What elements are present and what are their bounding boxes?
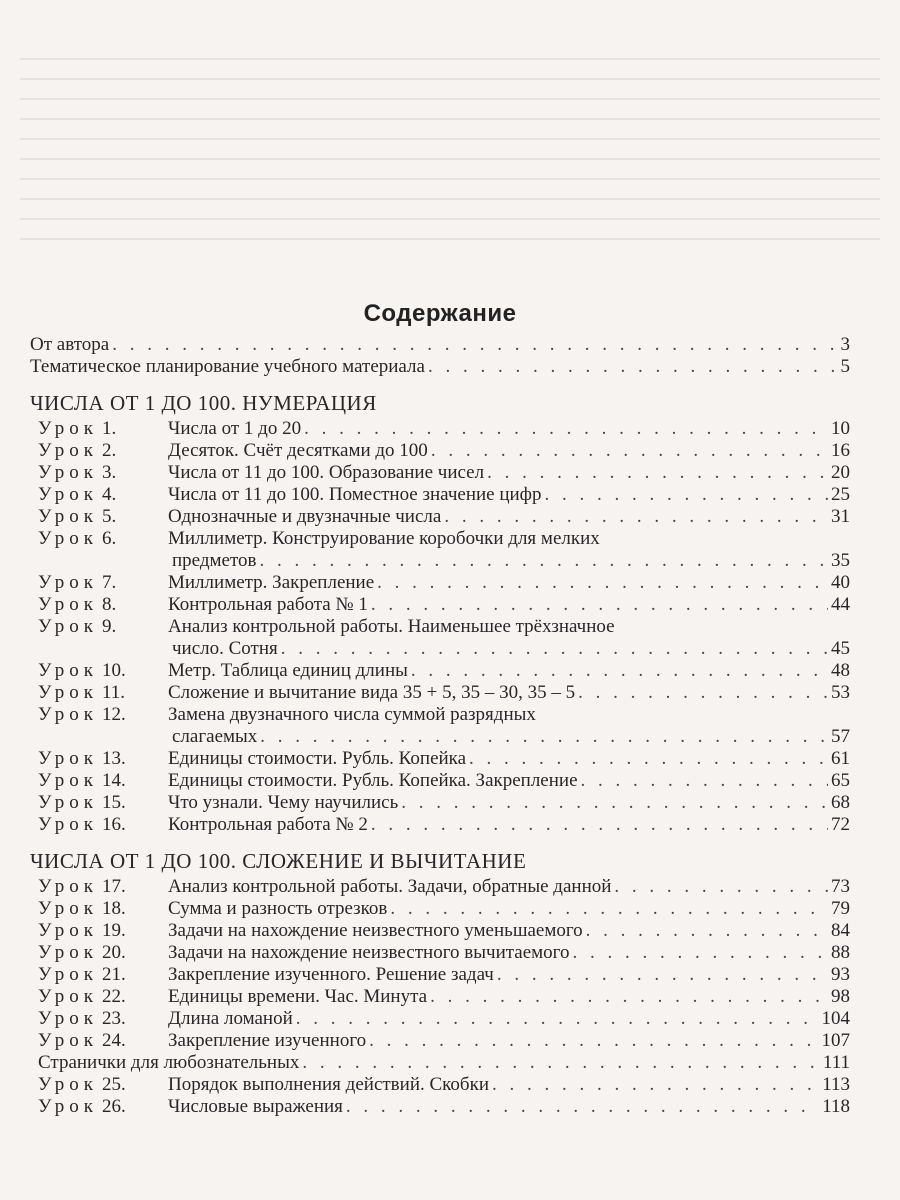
entry-title: Контрольная работа № 2 (168, 814, 368, 835)
entry-label (38, 704, 536, 726)
lesson-number: 4. (102, 484, 117, 505)
page-number: 88 (831, 942, 850, 963)
page-number: 113 (822, 1074, 850, 1095)
page-number: 65 (831, 770, 850, 791)
lesson-prefix (38, 704, 168, 726)
page-number: 3 (840, 334, 850, 355)
section-heading: ЧИСЛА ОТ 1 ДО 100. НУМЕРАЦИЯ (30, 391, 377, 415)
page-number: 68 (831, 792, 850, 813)
entry-label (38, 462, 484, 484)
toc-entry-continuation[interactable] (30, 550, 850, 572)
page-number: 104 (821, 1008, 850, 1029)
dot-leader (112, 334, 837, 356)
lesson-prefix (38, 770, 168, 792)
entry-title: Тематическое планирование учебного материала (30, 356, 425, 377)
toc-entry[interactable] (30, 484, 850, 506)
lesson-number: 6. (102, 528, 117, 549)
toc-entry[interactable] (30, 572, 850, 594)
lesson-prefix (38, 792, 168, 814)
toc-entry[interactable] (30, 440, 850, 462)
entry-title: Числа от 11 до 100. Образование чисел (168, 462, 485, 483)
lesson-prefix (38, 1030, 168, 1052)
lesson-word: Урок (38, 528, 99, 549)
page-number: 48 (831, 660, 850, 681)
entry-title: Единицы стоимости. Рубль. Копейка. Закрепление (168, 770, 578, 791)
toc-entry[interactable] (30, 898, 850, 920)
lesson-prefix (38, 616, 168, 638)
page-number: 98 (831, 986, 850, 1007)
lesson-word: Урок (38, 1096, 99, 1117)
lesson-word: Урок (38, 792, 99, 813)
entry-title-continuation: слагаемых (172, 726, 258, 747)
entry-title: Задачи на нахождение неизвестного уменьшаемого (168, 920, 583, 941)
lesson-prefix (38, 440, 168, 462)
dot-leader (369, 1030, 818, 1052)
dot-leader (346, 1096, 819, 1118)
entry-label (38, 440, 428, 462)
toc-entry[interactable] (30, 704, 850, 726)
toc-entry[interactable] (30, 986, 850, 1008)
entry-title: Длина ломаной (168, 1008, 293, 1029)
toc-entry[interactable] (30, 1074, 850, 1096)
page-number: 5 (840, 356, 850, 377)
toc-entry[interactable] (30, 792, 850, 814)
dot-leader (430, 986, 828, 1008)
lesson-number: 16. (102, 814, 126, 835)
lesson-prefix (38, 462, 168, 484)
page-number: 93 (831, 964, 850, 985)
lesson-number: 7. (102, 572, 117, 593)
entry-label (30, 334, 109, 356)
lesson-number: 11. (102, 682, 126, 703)
dot-leader (492, 1074, 819, 1096)
entry-label (38, 920, 583, 942)
lesson-word: Урок (38, 964, 99, 985)
page-number: 10 (831, 418, 850, 439)
lesson-word: Урок (38, 920, 99, 941)
lesson-prefix (38, 1008, 168, 1030)
dot-leader (581, 770, 828, 792)
lesson-number: 19. (102, 920, 126, 941)
lesson-word: Урок (38, 616, 99, 637)
entry-label (38, 594, 368, 616)
toc-entry[interactable] (30, 964, 850, 986)
lesson-word: Урок (38, 506, 99, 527)
dot-leader (487, 462, 828, 484)
toc-entry-continuation[interactable] (30, 638, 850, 660)
lesson-number: 1. (102, 418, 117, 439)
lesson-number: 5. (102, 506, 117, 527)
lesson-number: 18. (102, 898, 126, 919)
page-number: 73 (831, 876, 850, 897)
entry-title-continuation: число. Сотня (172, 638, 278, 659)
lesson-prefix (38, 964, 168, 986)
entry-label (38, 660, 408, 682)
page-number: 111 (822, 1052, 850, 1073)
page-number: 45 (831, 638, 850, 659)
dot-leader (377, 572, 828, 594)
dot-leader (296, 1008, 819, 1030)
toc-entry[interactable] (30, 920, 850, 942)
lesson-word: Урок (38, 1074, 99, 1095)
lesson-word: Урок (38, 484, 99, 505)
lesson-word: Урок (38, 462, 99, 483)
dot-leader (260, 726, 828, 748)
entry-label (38, 1030, 366, 1052)
lesson-number: 25. (102, 1074, 126, 1095)
entry-label (38, 484, 542, 506)
dot-leader (578, 682, 828, 704)
sections (30, 390, 850, 1118)
bleed-through-text (20, 40, 880, 300)
dot-leader (401, 792, 828, 814)
toc-entry[interactable] (30, 506, 850, 528)
entry-title: Анализ контрольной работы. Наименьшее трёхзначное (168, 616, 615, 637)
lesson-prefix (38, 748, 168, 770)
entry-label (38, 418, 301, 440)
lesson-word: Урок (38, 986, 99, 1007)
lesson-prefix (38, 572, 168, 594)
entry-title: Порядок выполнения действий. Скобки (168, 1074, 489, 1095)
page-number: 31 (831, 506, 850, 527)
lesson-word: Урок (38, 440, 99, 461)
toc-entry[interactable] (30, 682, 850, 704)
page-number: 40 (831, 572, 850, 593)
lesson-word: Урок (38, 660, 99, 681)
entry-label (38, 792, 398, 814)
lesson-prefix (38, 484, 168, 506)
lesson-number: 17. (102, 876, 126, 897)
lesson-number: 3. (102, 462, 117, 483)
dot-leader (545, 484, 829, 506)
page-number: 84 (831, 920, 850, 941)
toc-entry[interactable] (30, 942, 850, 964)
dot-leader (428, 356, 838, 378)
entry-label (38, 1008, 293, 1030)
toc-entry[interactable] (30, 660, 850, 682)
page-number: 57 (831, 726, 850, 747)
entry-title: Числовые выражения (168, 1096, 343, 1117)
entry-label (38, 898, 387, 920)
entry-label (38, 528, 600, 550)
entry-title-continuation: предметов (172, 550, 257, 571)
lesson-prefix (38, 660, 168, 682)
entry-title: Контрольная работа № 1 (168, 594, 368, 615)
intro-entries (30, 334, 850, 378)
lesson-word: Урок (38, 876, 99, 897)
dot-leader (573, 942, 829, 964)
page-number: 72 (831, 814, 850, 835)
page-title: Содержание (363, 300, 517, 327)
dot-leader (444, 506, 828, 528)
toc-entry[interactable] (30, 334, 850, 356)
lesson-prefix (38, 418, 168, 440)
page-number: 79 (831, 898, 850, 919)
lesson-number: 9. (102, 616, 117, 637)
lesson-prefix (38, 594, 168, 616)
entry-label (38, 942, 570, 964)
lesson-word: Урок (38, 770, 99, 791)
entry-title: Числа от 11 до 100. Поместное значение цифр (168, 484, 542, 505)
lesson-number: 14. (102, 770, 126, 791)
lesson-number: 12. (102, 704, 126, 725)
lesson-number: 13. (102, 748, 126, 769)
toc-entry[interactable] (30, 814, 850, 836)
toc-entry[interactable] (30, 616, 850, 638)
lesson-word: Урок (38, 418, 99, 439)
lesson-word: Урок (38, 704, 99, 725)
lesson-prefix (38, 528, 168, 550)
entry-title: Миллиметр. Конструирование коробочки для мелких (168, 528, 600, 549)
dot-leader (304, 418, 828, 440)
lesson-prefix (38, 876, 168, 898)
lesson-word: Урок (38, 898, 99, 919)
page-number: 16 (831, 440, 850, 461)
dot-leader (411, 660, 828, 682)
lesson-prefix (38, 682, 168, 704)
toc-entry[interactable] (30, 770, 850, 792)
dot-leader (431, 440, 828, 462)
entry-label (38, 964, 494, 986)
toc-entry[interactable] (30, 528, 850, 550)
entry-title: Метр. Таблица единиц длины (168, 660, 408, 681)
dot-leader (614, 876, 828, 898)
lesson-prefix (38, 506, 168, 528)
dot-leader (371, 814, 828, 836)
entry-title: Замена двузначного числа суммой разрядных (168, 704, 536, 725)
lesson-number: 8. (102, 594, 117, 615)
toc-entry-continuation[interactable] (30, 726, 850, 748)
toc-entry[interactable] (30, 876, 850, 898)
entry-label (38, 876, 611, 898)
toc-entry[interactable] (30, 748, 850, 770)
lesson-number: 10. (102, 660, 126, 681)
entry-label (38, 572, 374, 594)
toc-entry[interactable] (30, 1008, 850, 1030)
page-number: 35 (831, 550, 850, 571)
page-number: 53 (831, 682, 850, 703)
entry-label (38, 1074, 489, 1096)
entry-title: От автора (30, 334, 110, 355)
lesson-word: Урок (38, 594, 99, 615)
dot-leader (260, 550, 829, 572)
toc-entry[interactable] (30, 594, 850, 616)
entry-label (38, 1052, 299, 1074)
dot-leader (371, 594, 828, 616)
lesson-prefix (38, 942, 168, 964)
lesson-number: 24. (102, 1030, 126, 1051)
page-number: 118 (822, 1096, 850, 1117)
lesson-word: Урок (38, 1030, 99, 1051)
lesson-number: 15. (102, 792, 126, 813)
entry-title: Странички для любознательных (38, 1052, 300, 1073)
dot-leader (281, 638, 828, 660)
entry-label (38, 506, 441, 528)
entry-label (30, 356, 425, 378)
entry-title: Задачи на нахождение неизвестного вычитаемого (168, 942, 570, 963)
lesson-word: Урок (38, 748, 99, 769)
lesson-word: Урок (38, 942, 99, 963)
lesson-number: 2. (102, 440, 117, 461)
entry-label (38, 616, 615, 638)
lesson-number: 23. (102, 1008, 126, 1029)
lesson-prefix (38, 898, 168, 920)
entry-title: Единицы стоимости. Рубль. Копейка (168, 748, 467, 769)
lesson-number: 22. (102, 986, 126, 1007)
entry-title: Единицы времени. Час. Минута (168, 986, 428, 1007)
lesson-word: Урок (38, 814, 99, 835)
entry-title: Десяток. Счёт десятками до 100 (168, 440, 428, 461)
toc-entry[interactable] (30, 356, 850, 378)
lesson-number: 20. (102, 942, 126, 963)
entry-label (38, 1096, 343, 1118)
dot-leader (469, 748, 828, 770)
entry-title: Закрепление изученного (168, 1030, 367, 1051)
entry-title: Сумма и разность отрезков (168, 898, 388, 919)
dot-leader (586, 920, 828, 942)
page-number: 61 (831, 748, 850, 769)
table-of-contents (30, 300, 850, 1118)
dot-leader (390, 898, 828, 920)
page-number: 25 (831, 484, 850, 505)
entry-title: Однозначные и двузначные числа (168, 506, 442, 527)
entry-label (38, 748, 466, 770)
toc-entry[interactable] (30, 1096, 850, 1118)
dot-leader (302, 1052, 820, 1074)
lesson-word: Урок (38, 1008, 99, 1029)
lesson-prefix (38, 1096, 168, 1118)
section-heading: ЧИСЛА ОТ 1 ДО 100. СЛОЖЕНИЕ И ВЫЧИТАНИЕ (30, 849, 527, 873)
toc-entry[interactable] (30, 418, 850, 440)
page-number: 44 (831, 594, 850, 615)
dot-leader (497, 964, 828, 986)
toc-entry[interactable] (30, 462, 850, 484)
lesson-word: Урок (38, 682, 99, 703)
entry-label (38, 814, 368, 836)
lesson-prefix (38, 986, 168, 1008)
entry-title: Сложение и вычитание вида 35 + 5, 35 – 30, 35 – 5 (168, 682, 576, 703)
lesson-number: 26. (102, 1096, 126, 1117)
lesson-word: Урок (38, 572, 99, 593)
entry-title: Что узнали. Чему научились (168, 792, 399, 813)
page-number: 107 (821, 1030, 850, 1051)
entry-title: Числа от 1 до 20 (168, 418, 302, 439)
toc-entry[interactable] (30, 1052, 850, 1074)
page-number: 20 (831, 462, 850, 483)
lesson-prefix (38, 920, 168, 942)
toc-entry[interactable] (30, 1030, 850, 1052)
entry-label (38, 986, 427, 1008)
entry-title: Закрепление изученного. Решение задач (168, 964, 494, 985)
entry-label (38, 770, 578, 792)
entry-title: Анализ контрольной работы. Задачи, обратные данной (168, 876, 612, 897)
lesson-prefix (38, 814, 168, 836)
lesson-number: 21. (102, 964, 126, 985)
entry-title: Миллиметр. Закрепление (168, 572, 375, 593)
lesson-prefix (38, 1074, 168, 1096)
entry-label (38, 682, 575, 704)
